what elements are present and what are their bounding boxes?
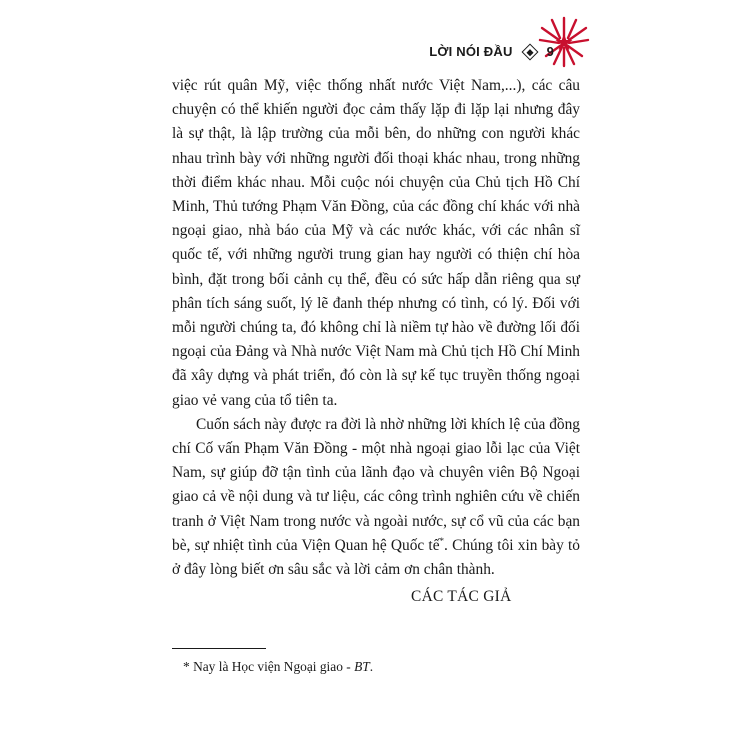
diamond-ornament-icon — [521, 43, 538, 60]
paragraph-1: việc rút quân Mỹ, việc thống nhất nước Việt Nam,...), các câu chuyện có thể khiến người đọc cảm thấy lặp đi lặp lại nhưng đây là sự thật, là lập trường của mỗi bên, do những con người khác nhau trình bày với những người đối thoại khác nhau, trong những thời điểm khác nhau. Mỗi cuộc nói chuyện của Chủ tịch Hồ Chí Minh, Thủ tướng Phạm Văn Đồng, của các đồng chí khác với nhà ngoại giao, nhà báo của Mỹ và các nước khác, với các nhân sĩ quốc tế, với những người trung gian hay người có thiện chí hòa bình, đặt trong bối cảnh cụ thể, đều có sức hấp dẫn riêng qua sự phân tích sáng suốt, lý lẽ đanh thép nhưng có tình, có lý. Đối với mỗi người chúng ta, đó không chỉ là niềm tự hào về đường lối đối ngoại của Đảng và Nhà nước Việt Nam mà Chủ tịch Hồ Chí Minh đã xây dựng và phát triển, đó còn là sự kế tục truyền thống ngoại giao vẻ vang của tổ tiên ta. — [172, 77, 580, 409]
body-text — [172, 74, 580, 582]
footnote-reference: * — [439, 535, 445, 546]
page-number: 9 — [546, 44, 554, 59]
footnote-marker: * — [183, 659, 190, 674]
footnote-end: . — [369, 659, 374, 674]
publisher-logo-icon — [536, 14, 592, 70]
author-signature: CÁC TÁC GIẢ — [411, 588, 512, 605]
footnote-text: Nay là Học viện Ngoại giao - — [193, 659, 355, 674]
running-header — [429, 44, 554, 59]
paragraph-2-main: Cuốn sách này được ra đời là nhờ những lời khích lệ của đồng chí Cố vấn Phạm Văn Đồng - một nhà ngoại giao lỗi lạc của Việt Nam, sự giúp đỡ tận tình của lãnh đạo và chuyên viên Bộ Ngoại giao cả về nội dung và tư liệu, các công trình nghiên cứu về chiến tranh ở Việt Nam trong nước và ngoài nước, sự cổ vũ của các bạn bè, sự nhiệt tình của Viện Quan hệ Quốc tế — [172, 415, 580, 554]
footnote-divider — [172, 648, 266, 649]
running-title: LỜI NÓI ĐẦU — [429, 44, 513, 59]
footnote — [183, 659, 373, 675]
paragraph-2 — [172, 413, 580, 582]
footnote-editor-note: BT — [354, 659, 370, 674]
paragraph-2-end: . Chúng tôi xin bày tỏ ở đây lòng biết ơn sâu sắc và lời cảm ơn chân thành. — [172, 536, 580, 579]
